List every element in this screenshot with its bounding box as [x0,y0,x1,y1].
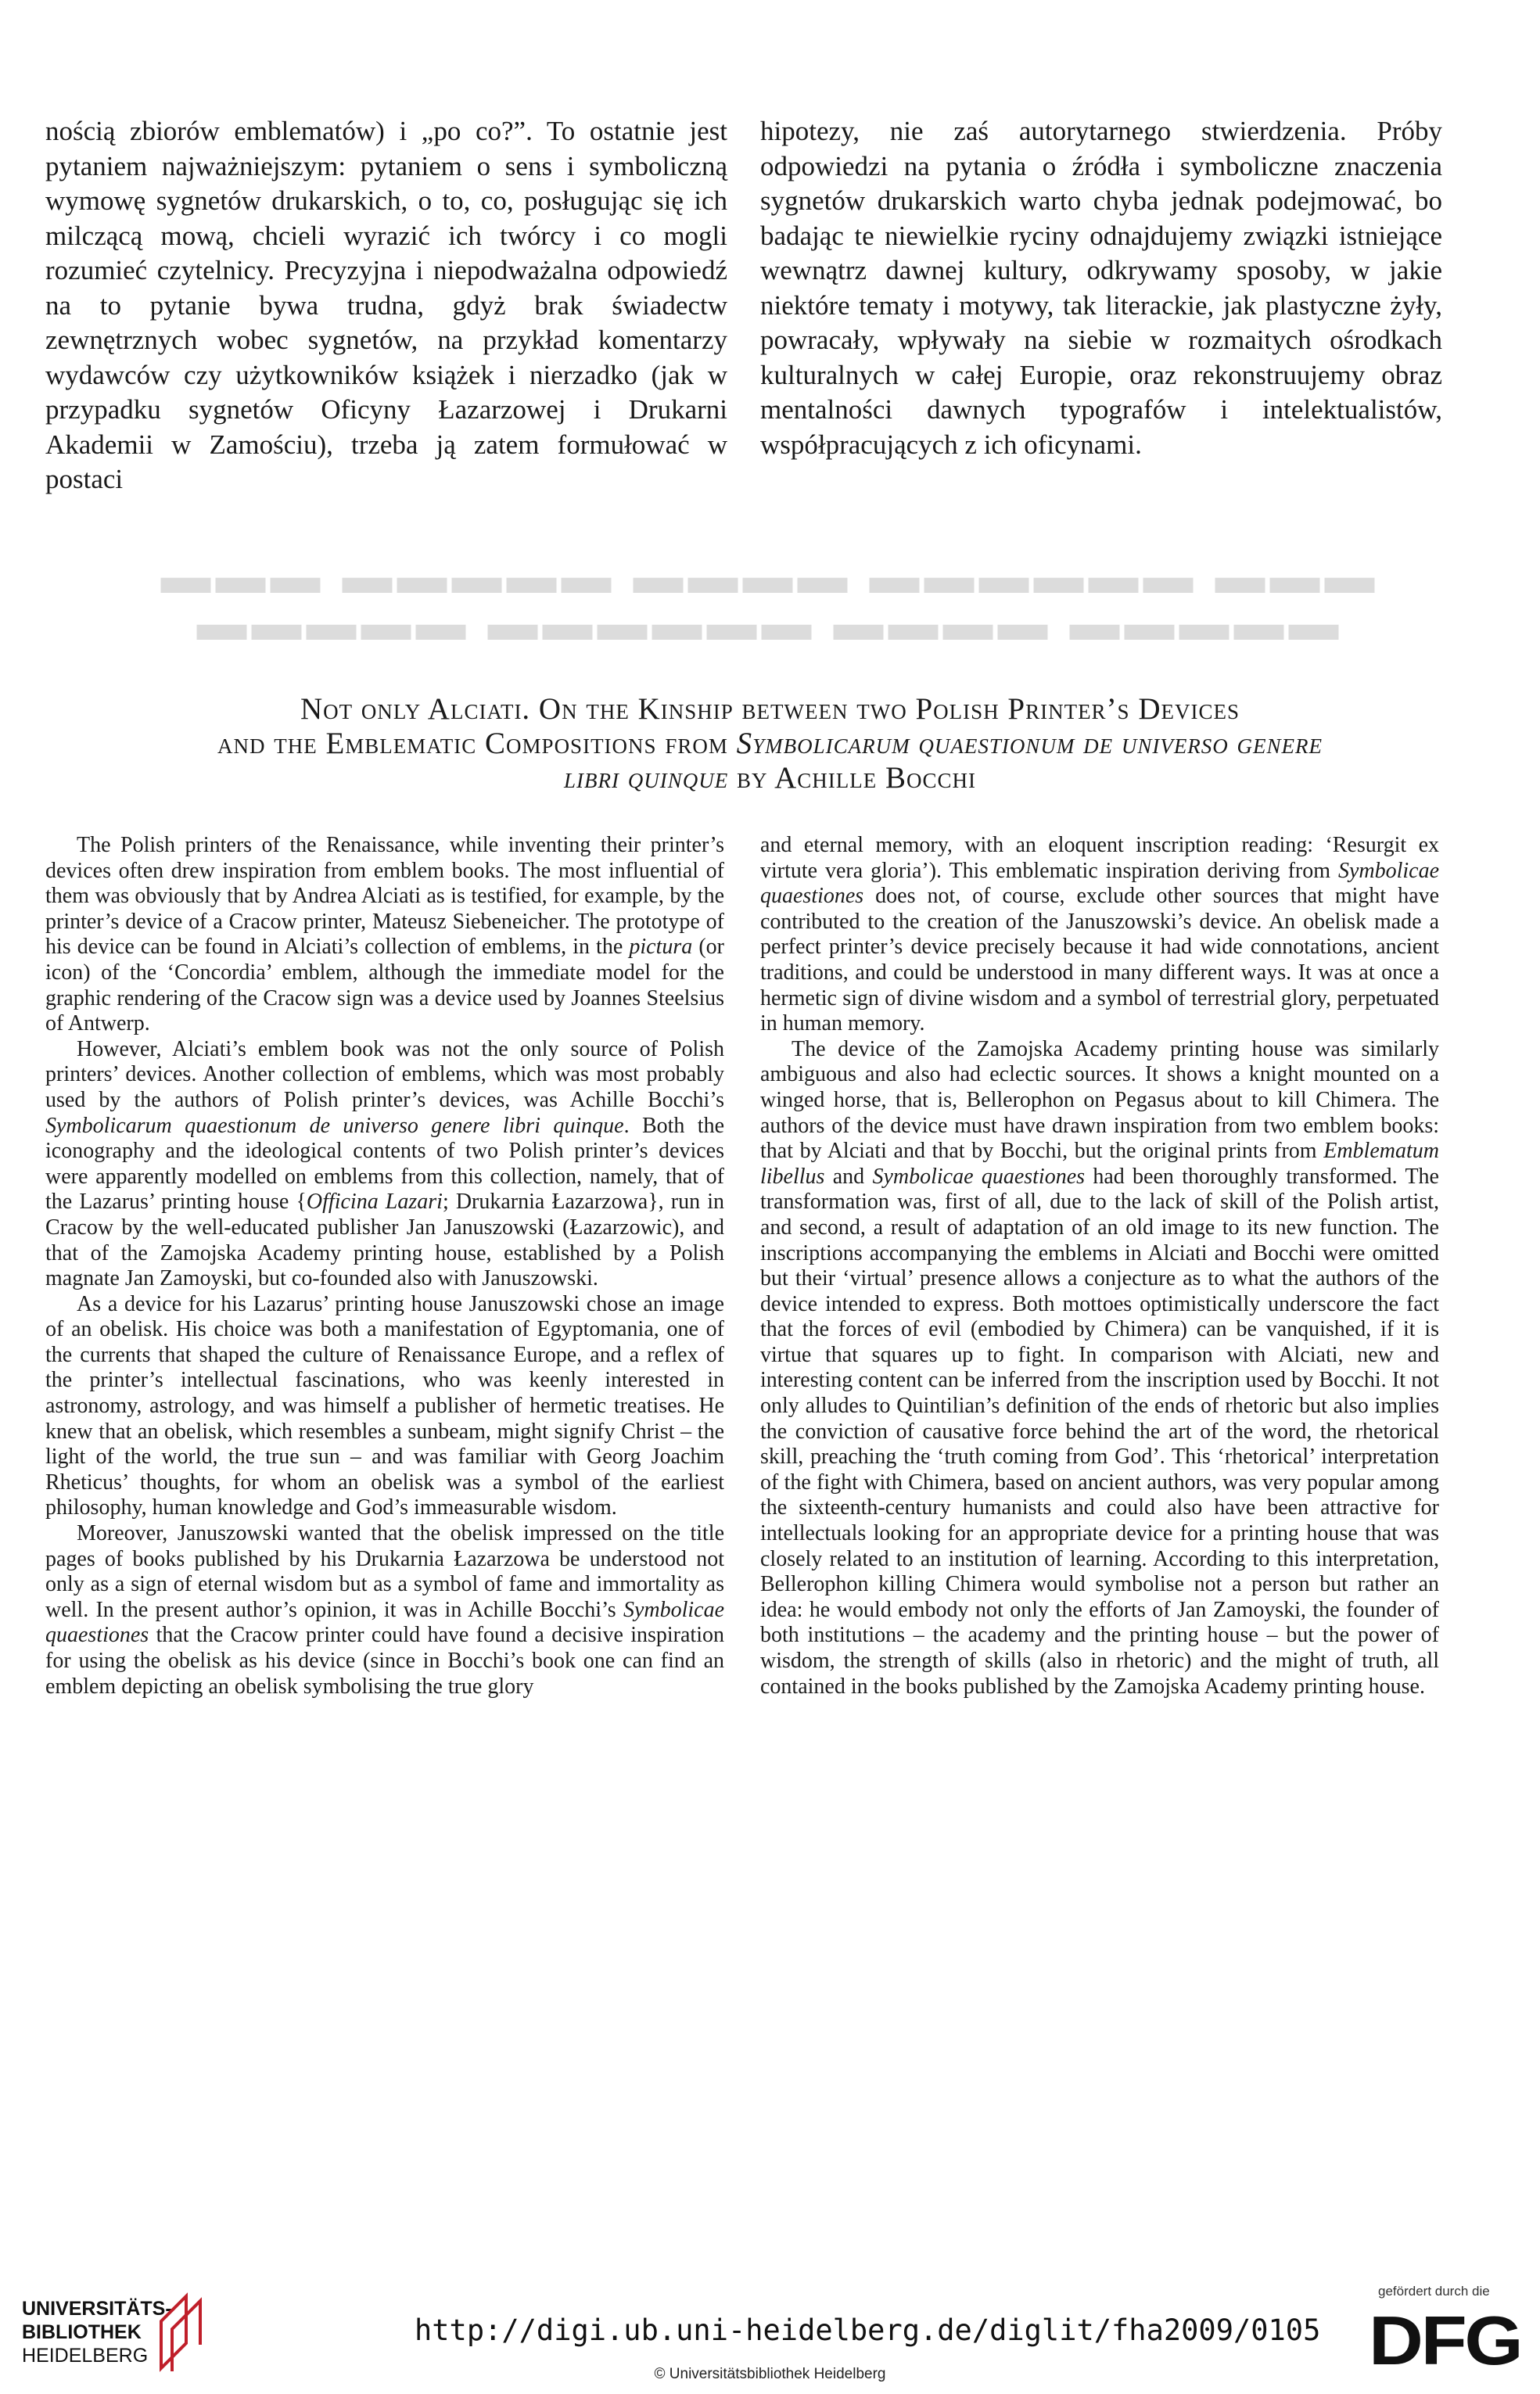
title-line-2-text: and the Emblematic Compositions from [217,727,737,760]
p2-text-c: ; Drukarnia Łazarzowa}, run in Cracow by the well-educated publisher Jan Januszowski (Łazarzowic), and that of the Zamojska Academy printing house, established by a Polish magnate Jan Zamoyski, but co-founded also with Januszowski. [45,1190,724,1291]
english-paragraph-3: As a device for his Lazarus’ printing house Januszowski chose an image of an obelisk. His choice was both a manifestation of Egyptomania, one of the currents that shaped the culture of Renaissance Europe, and a reflex of the printer’s intellectual fascinations, who was keenly interested in astronomy, astrology, and was himself a publisher of hermetic treatises. He knew that an obelisk, which resembles a sunbeam, might signify Christ – the light of the world, the true sun – and was familiar with Georg Joachim Rheticus’ thoughts, for whom an obelisk was a symbol of the earliest philosophy, human knowledge and God’s immeasurable wisdom. [45,1291,724,1520]
dfg-wordmark: DFG [1369,2302,1521,2379]
p2-text-a: However, Alciati’s emblem book was not the only source of Polish printers’ devices. Another collection of emblems, which was most probably used by the authors of Polish printer’s devices, was Achille Bocchi’s [45,1036,724,1112]
r1-text-b: does not, of course, exclude other sources that might have contributed to the creation of the Januszowski’s device. An obelisk made a perfect printer’s device precisely because it had wide connotations, ancient traditions, and could be understood in many different ways. It was at once a hermetic sign of divine wisdom and a symbol of terrestrial glory, perpetuated in human memory. [760,884,1439,1036]
english-column-right [760,833,1439,1699]
article-title [47,692,1493,795]
r2-text-c: had been thoroughly transformed. The transformation was, first of all, due to the lack of skill of the Polish artist, and second, a result of adaptation of an old image to its new function. The inscriptions accompanying the emblems in Alciati and Bocchi were omitted but their ‘virtual’ presence allows a conjecture as to what the authors of the device intended to express. Both mottoes optimistically underscore the fact that the forces of evil (embodied by Chimera) can be vanquished, if it is virtue that squares up to fight. In comparison with Alciati, new and interesting content can be inferred from the inscription used by Bocchi. It not only alludes to Quintilian’s definition of the ends of rhetoric but also implies the conviction of causative force behind the art of the word, the rhetorical skill, preaching the ‘truth coming from God’. This ‘rhetorical’ interpretation of the fight with Chimera, based on ancient authors, was very popular among the sixteenth-century humanists and could also have been attractive for intellectuals looking for an appropriate device for a printing house that was closely related to an institution of learning. According to this interpretation, Bellerophon killing Chimera would symbolise not a person but rather an idea: he would embody not only the efforts of Jan Zamoyski, the founder of both institutions – the academy and the printing house – but the power of wisdom, the strength of skills (also in rhetoric) and the might of truth, all contained in the books published by the Zamojska Academy printing house. [760,1164,1439,1699]
english-paragraph-6 [760,1037,1439,1699]
p2-text-b: . Both the iconography and the ideological contents of two Polish printer’s devices were apparently modelled on emblems from this collection, namely, that of the Lazarus’ printing house { [45,1113,724,1215]
r2-italic-2: Symbolicae quaestiones [872,1164,1086,1189]
r1-text-a: and eternal memory, with an eloquent inscription reading: ‘Resurgit ex virtute vera gloria’). This emblematic inspiration deriving from [760,833,1439,883]
bleed-through-texture-2: ▬▬▬▬▬ ▬▬▬▬▬▬ ▬▬▬▬ ▬▬▬▬▬ [196,595,1344,651]
title-line-2-italic: Symbolicarum quaestionum de universo genere [736,727,1323,760]
sponsor-label: gefördert durch die [1378,2284,1490,2299]
english-column-left [45,833,724,1699]
english-paragraph-5 [760,833,1439,1037]
title-line-3 [47,761,1493,795]
r2-text-a: The device of the Zamojska Academy printing house was similarly ambiguous and also had eclectic sources. It shows a knight mounted on a winged horse, that is, Bellerophon on Pegasus about to kill Chimera. The authors of the device must have drawn inspiration from two emblem books: that by Alciati and that by Bocchi, but the original prints from [760,1036,1439,1164]
library-name-line-3: HEIDELBERG [22,2345,149,2367]
p4-italic: Symbolicae quaestiones [45,1597,724,1648]
p1-text-a: The Polish printers of the Renaissance, while inventing their printer’s devices often drew inspiration from emblem books. The most influential of them was obviously that by Andrea Alciati as is testified, for example, by the printer’s device of a Cracow printer, Mateusz Siebeneicher. The prototype of his device can be found in Alciati’s collection of emblems, in the [45,833,724,960]
copyright-notice: © Universitätsbibliothek Heidelberg [654,2366,886,2382]
polish-column-right [760,114,1442,462]
p2-italic-2: Officina Lazari [306,1190,443,1215]
library-name-line-1: UNIVERSITÄTS- [22,2298,172,2320]
title-line-3-italic: libri quinque [564,761,729,795]
p1-italic: pictura [629,935,693,960]
p1-text-b: (or icon) of the ‘Concordia’ emblem, although the immediate model for the graphic rendering of the Cracow sign was a device used by Joannes Steelsius of Antwerp. [45,935,725,1036]
r2-italic-1: Emblematum libellus [760,1139,1439,1189]
r2-text-b: and [824,1164,873,1189]
polish-paragraph-left: nością zbiorów emblematów) i „po co?”. To ostatnie jest pytaniem najważniejszym: pytaniem o sens i symboliczną wymowę sygnetów drukarskich, o to, co, posługując się ich milczącą mową, chcieli wyrazić ich twórcy i co mogli rozumieć czytelnicy. Precyzyjna i niepodważalna odpowiedź na to pytanie bywa trudna, gdyż brak świadectw zewnętrznych wobec sygnetów, na przykład komentarzy wydawców czy użytkowników książek i nierzadko (jak w przypadku sygnetów Oficyny Łazarzowej i Drukarni Akademii w Zamościu), trzeba ją zatem formułować w postaci [45,116,727,494]
footer-bar [0,2268,1540,2394]
title-line-2 [47,727,1493,761]
p2-italic-1: Symbolicarum quaestionum de universo genere libri quinque [45,1113,624,1138]
r1-italic: Symbolicae quaestiones [760,858,1439,909]
title-line-1: Not only Alciati. On the Kinship between two Polish Printer’s Devices [300,692,1240,726]
p4-text-a: Moreover, Januszowski wanted that the obelisk impressed on the title pages of books published by his Drukarnia Łazarzowa be understood not only as a sign of eternal wisdom but as a symbol of fame and immortality as well. In the present author’s opinion, it was in Achille Bocchi’s [45,1521,724,1622]
english-paragraph-2 [45,1037,724,1292]
title-line-3-text: by Achille Bocchi [728,761,976,795]
english-paragraph-4 [45,1521,724,1699]
digital-object-link[interactable]: http://digi.ub.uni-heidelberg.de/diglit/fha2009/0105 [415,2313,1321,2347]
polish-paragraph-right: hipotezy, nie zaś autorytarnego stwierdzenia. Próby odpowiedzi na pytania o źródła i symboliczne znaczenia sygnetów drukarskich warto chyba jednak podejmować, bo badając te niewielkie ryciny odnajdujemy związki istniejące wewnątrz dawnej kultury, odkrywamy sposoby, w jakie niektóre tematy i motywy, tak literackie, jak plastyczne żyły, powracały, wpływały na siebie w rozmaitych ośrodkach kulturalnych w całej Europie, oraz rekonstruujemy obraz mentalności dawnych typografów i intelektualistów, współpracujących z ich oficynami. [760,116,1442,460]
polish-column-left [45,114,727,497]
library-name-line-2: BIBLIOTHEK [22,2321,142,2343]
bleed-through-texture: ▬▬▬ ▬▬▬▬▬ ▬▬▬▬ ▬▬▬▬▬▬ ▬▬▬ [160,548,1380,604]
english-paragraph-1 [45,833,724,1037]
p4-text-b: that the Cracow printer could have found a decisive inspiration for using the obelisk as his device (since in Bocchi’s book one can find an emblem depicting an obelisk symbolising the true glory [45,1623,724,1699]
library-logo-mark-icon [155,2290,210,2376]
